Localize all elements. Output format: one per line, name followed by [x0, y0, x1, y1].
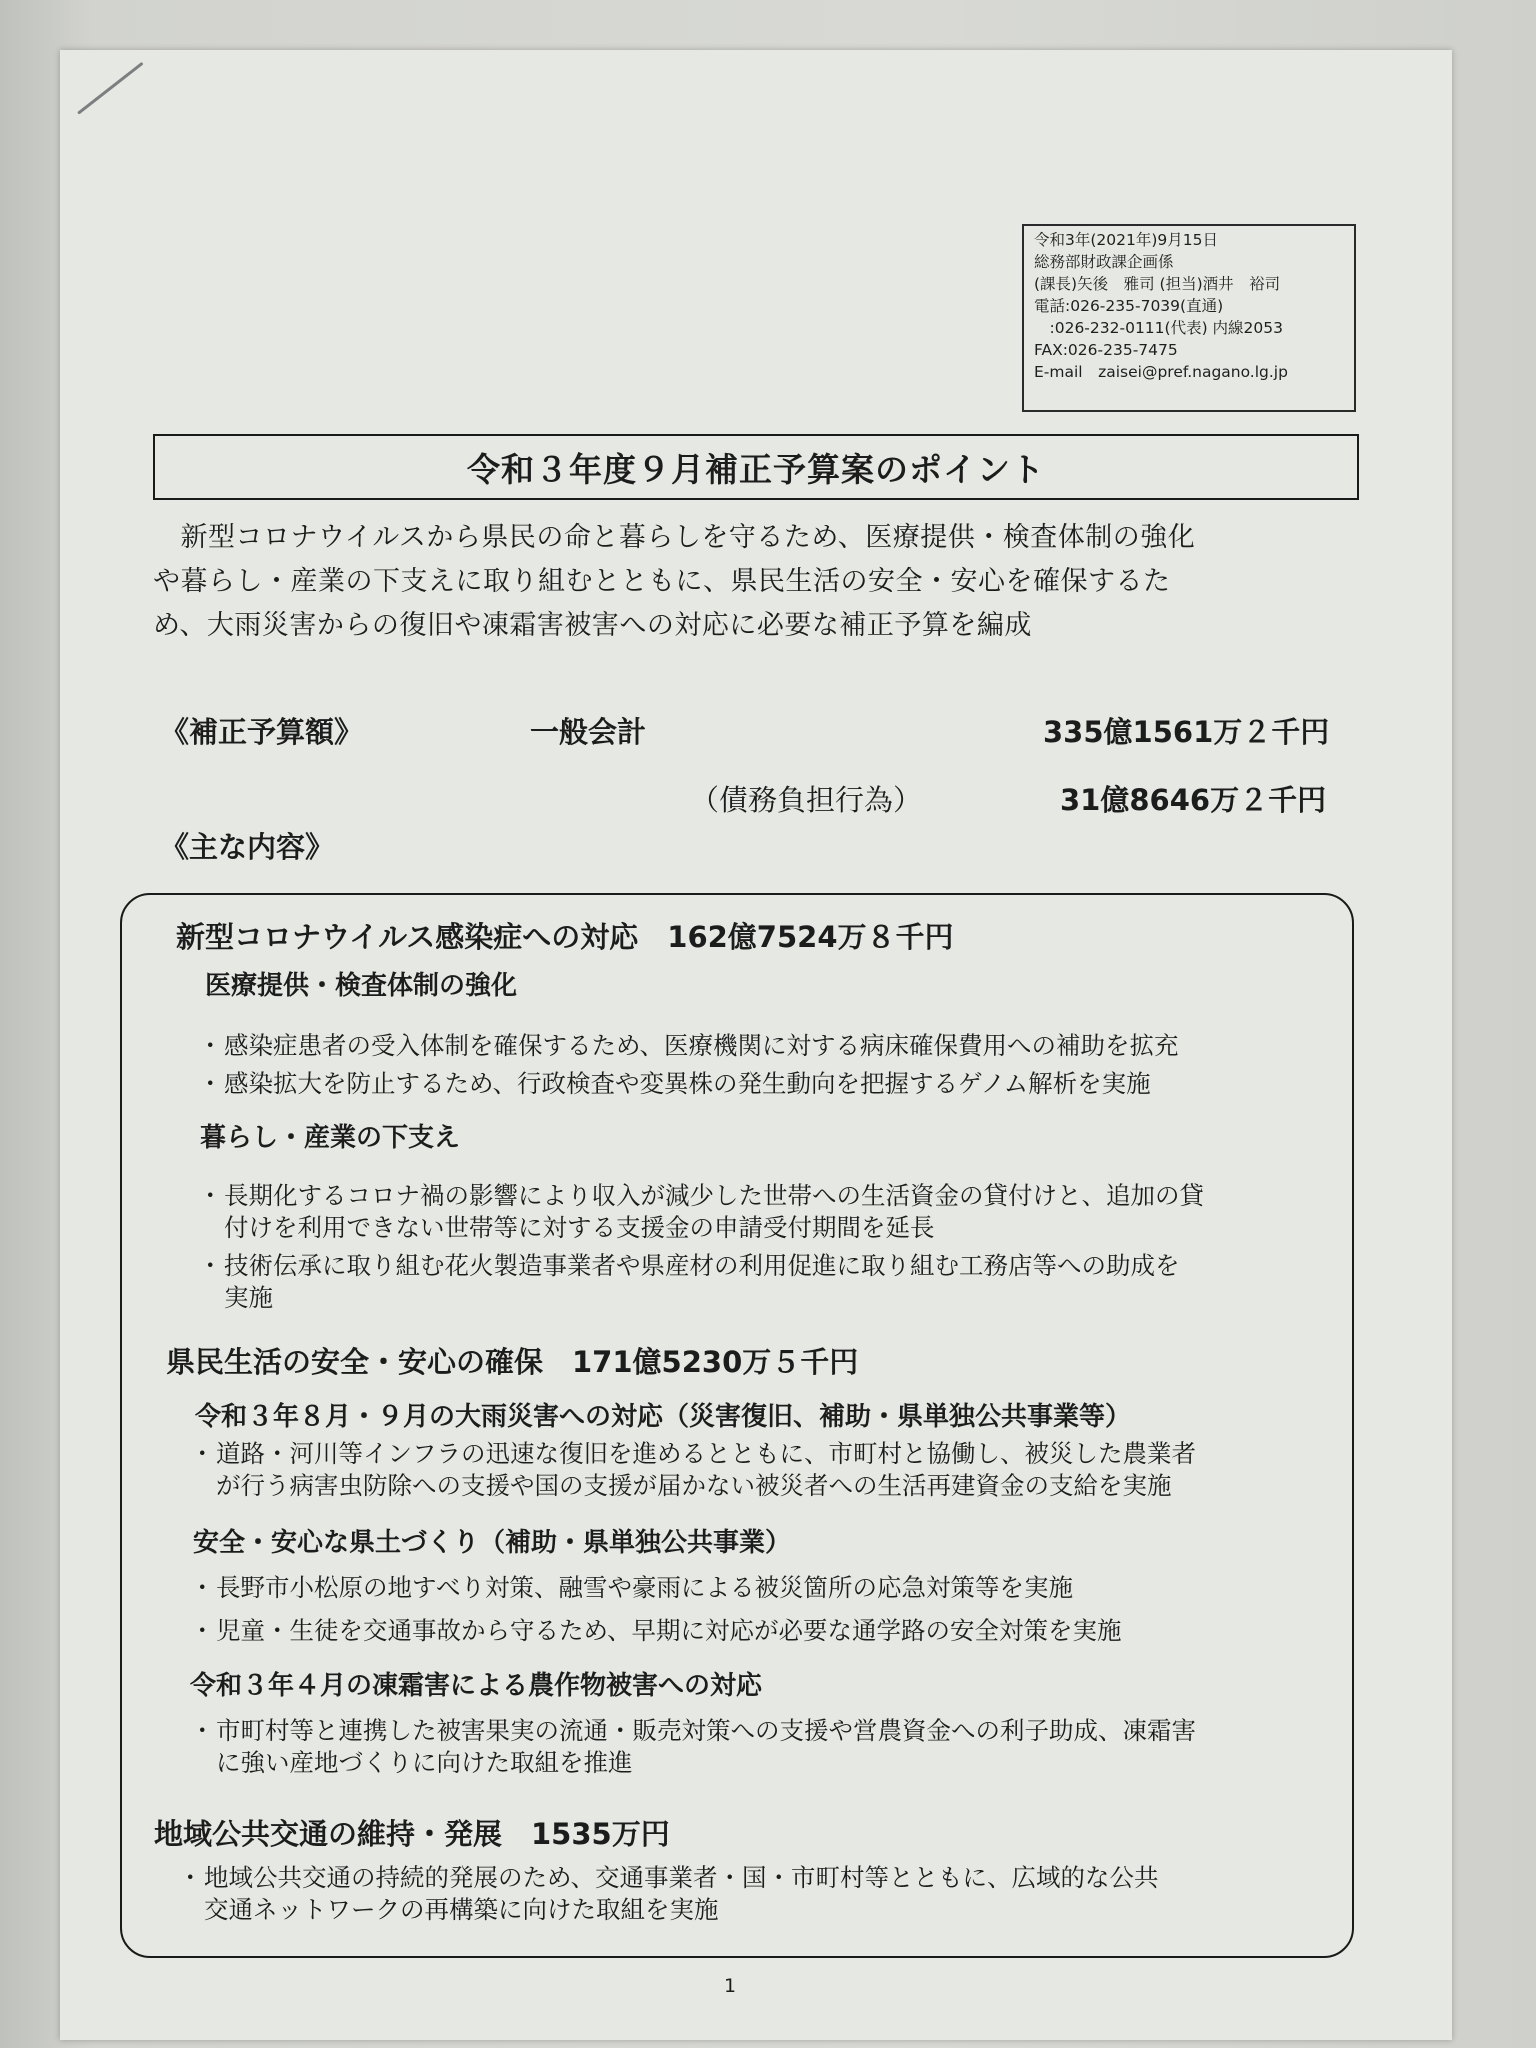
contact-tel-direct: 電話:026-235-7039(直通) [1034, 297, 1224, 315]
list-item: ・感染症患者の受入体制を確保するため、医療機関に対する病床確保費用への補助を拡充 [198, 1031, 1179, 1060]
list-item: ・長期化するコロナ禍の影響により収入が減少した世帯への生活資金の貸付けと、追加の貸 付けを利用できない世帯等に対する支援金の申請受付期間を延長 [198, 1181, 1204, 1242]
intro-line: や暮らし・産業の下支えに取り組むとともに、県民生活の安全・安心を確保するた [153, 566, 1171, 597]
page-title: 令和３年度９月補正予算案のポイント [153, 434, 1359, 500]
list-item: ・長野市小松原の地すべり対策、融雪や豪雨による被災箇所の応急対策等を実施 [190, 1573, 1074, 1602]
main-contents-label: 《主な内容》 [160, 830, 335, 864]
list-item: ・市町村等と連携した被害果実の流通・販売対策への支援や営農資金への利子助成、凍霜害 に強い産地づくりに向けた取組を推進 [190, 1716, 1196, 1777]
subsection-livelihood-heading: 暮らし・産業の下支え [200, 1123, 461, 1153]
subsection-heavy-rain-heading: 令和３年８月・９月の大雨災害への対応（災害復旧、補助・県単独公共事業等） [195, 1402, 1132, 1432]
section-safety-heading: 県民生活の安全・安心の確保 171億5230万５千円 [166, 1345, 859, 1379]
section-covid-heading: 新型コロナウイルス感染症への対応 162億7524万８千円 [176, 920, 954, 954]
contact-names: (課長)矢後 雅司 (担当)酒井 裕司 [1034, 275, 1281, 293]
section-public-transport-heading: 地域公共交通の維持・発展 1535万円 [154, 1817, 670, 1851]
contact-info-box [1022, 224, 1356, 412]
list-item: ・感染拡大を防止するため、行政検査や変異株の発生動向を把握するゲノム解析を実施 [198, 1069, 1151, 1098]
intro-paragraph [153, 516, 1363, 648]
contact-fax: FAX:026-235-7475 [1034, 341, 1178, 359]
contact-tel-main: :026-232-0111(代表) 内線2053 [1034, 319, 1283, 337]
general-account-label: 一般会計 [530, 715, 647, 749]
intro-line: 新型コロナウイルスから県民の命と暮らしを守るため、医療提供・検査体制の強化 [153, 522, 1196, 553]
page-number: 1 [724, 1975, 737, 1997]
list-item: ・技術伝承に取り組む花火製造事業者や県産材の利用促進に取り組む工務店等への助成を 実施 [198, 1251, 1180, 1312]
list-item: ・地域公共交通の持続的発展のため、交通事業者・国・市町村等とともに、広域的な公共 交通ネットワークの再構築に向けた取組を実施 [178, 1863, 1159, 1924]
subsection-land-safety-heading: 安全・安心な県土づくり（補助・県単独公共事業） [193, 1528, 792, 1558]
contact-dept: 総務部財政課企画係 [1034, 253, 1174, 271]
subsection-medical-heading: 医療提供・検査体制の強化 [205, 971, 518, 1001]
subsection-frost-damage-heading: 令和３年４月の凍霜害による農作物被害への対応 [190, 1671, 763, 1701]
general-account-amount: 335億1561万２千円 [1043, 715, 1330, 749]
budget-label: 《補正予算額》 [160, 715, 364, 749]
intro-line: め、大雨災害からの復旧や凍霜害被害への対応に必要な補正予算を編成 [153, 610, 1032, 641]
contact-date: 令和3年(2021年)9月15日 [1034, 231, 1218, 249]
debt-burden-label: （債務負担行為） [690, 783, 923, 817]
debt-burden-amount: 31億8646万２千円 [1060, 783, 1327, 817]
contact-email: E-mail zaisei@pref.nagano.lg.jp [1034, 363, 1288, 381]
list-item: ・道路・河川等インフラの迅速な復旧を進めるとともに、市町村と協働し、被災した農業者 が行う病害虫防除への支援や国の支援が届かない被災者への生活再建資金の支給を実施 [190, 1439, 1196, 1500]
list-item: ・児童・生徒を交通事故から守るため、早期に対応が必要な通学路の安全対策を実施 [190, 1616, 1122, 1645]
